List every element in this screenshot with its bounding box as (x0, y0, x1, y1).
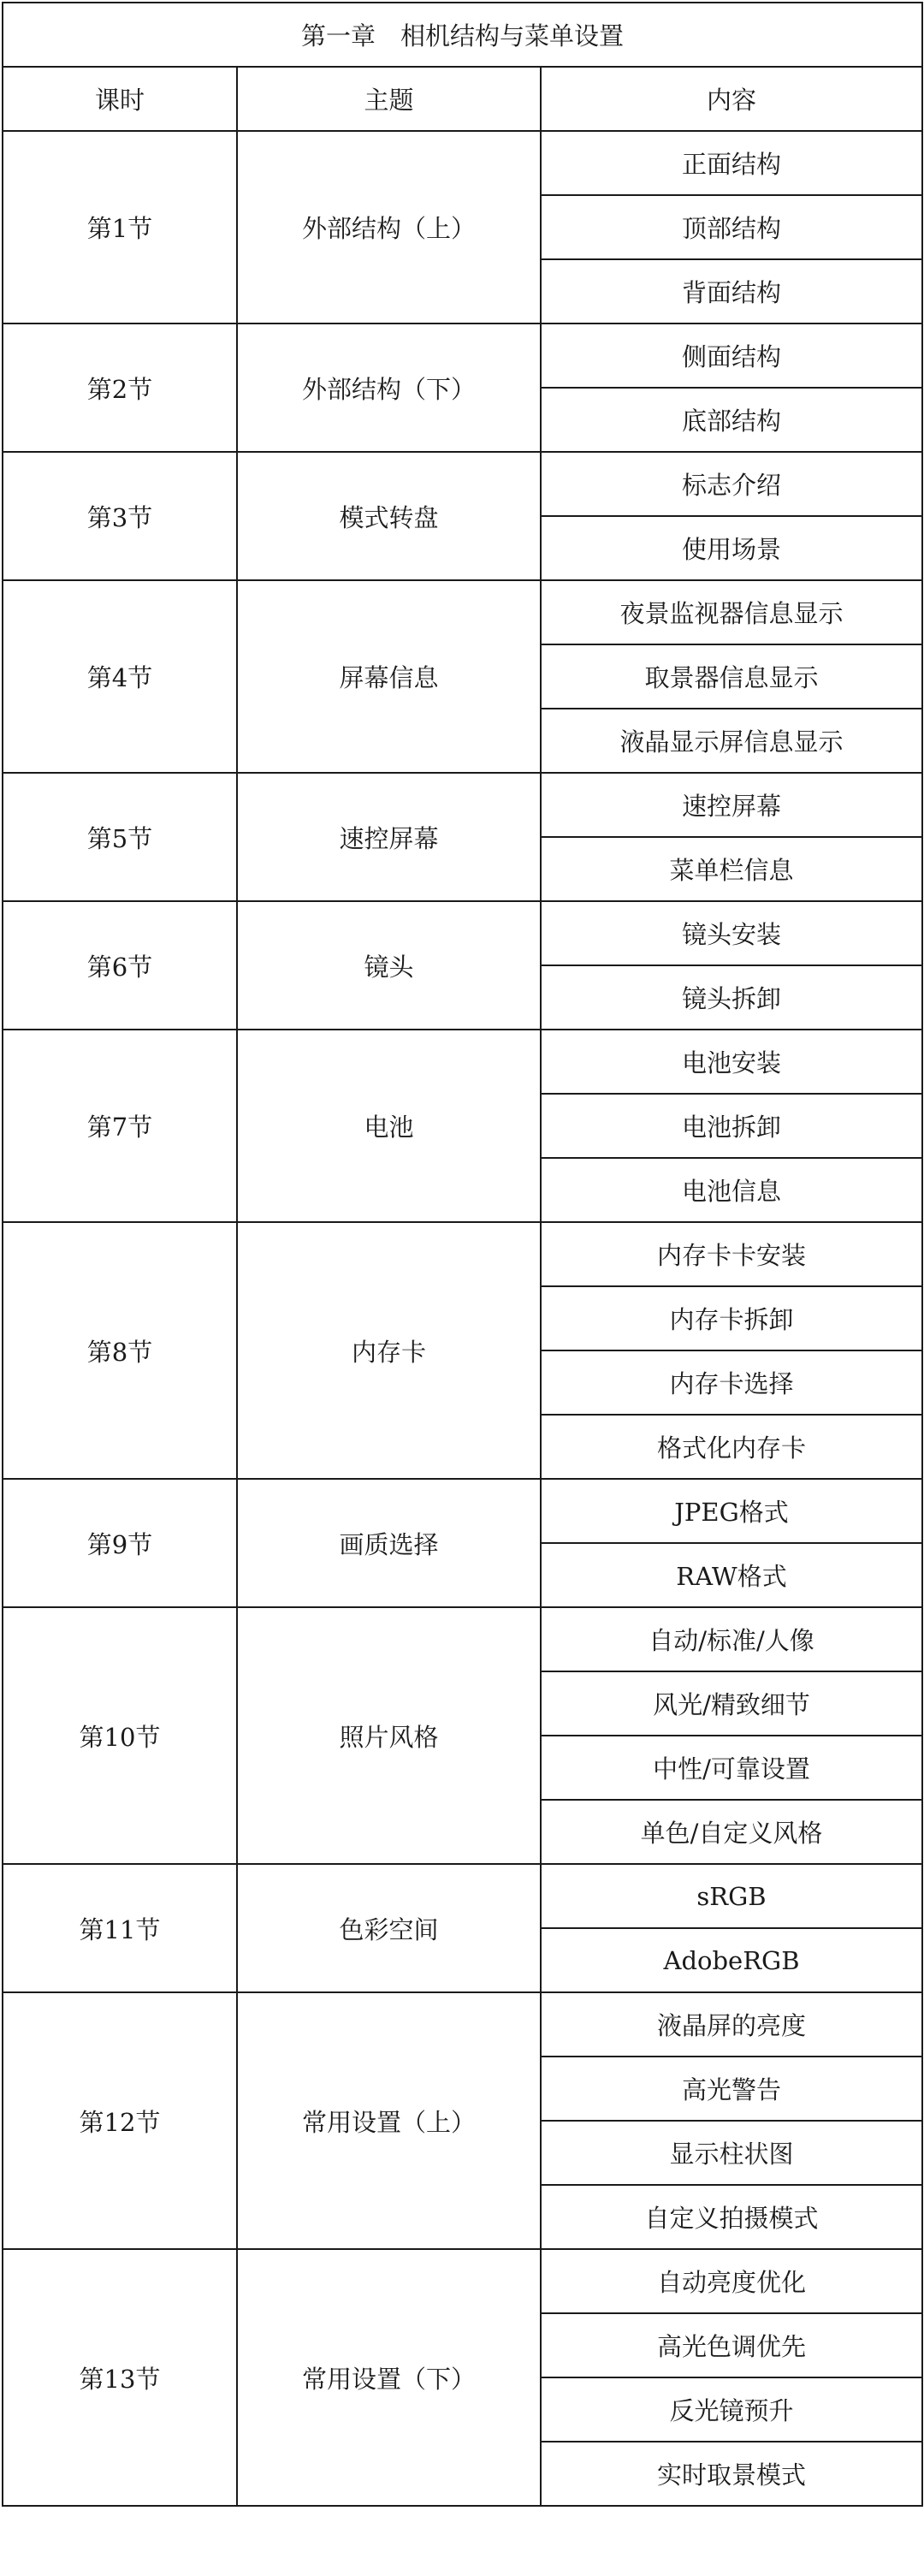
topic-cell: 屏幕信息 (237, 580, 541, 773)
content-cell: 反光镜预升 (541, 2377, 922, 2442)
lesson-cell: 第6节 (3, 901, 237, 1030)
table-row (3, 1222, 922, 1286)
content-cell: 自动/标准/人像 (541, 1607, 922, 1671)
table-row (3, 1992, 922, 2057)
topic-cell: 色彩空间 (237, 1864, 541, 1992)
content-cell: 高光色调优先 (541, 2313, 922, 2377)
lesson-cell: 第5节 (3, 773, 237, 901)
topic-cell: 模式转盘 (237, 452, 541, 580)
content-cell: 格式化内存卡 (541, 1415, 922, 1479)
lesson-cell: 第9节 (3, 1479, 237, 1607)
content-cell: 取景器信息显示 (541, 644, 922, 709)
content-cell: sRGB (541, 1864, 922, 1928)
topic-cell: 照片风格 (237, 1607, 541, 1864)
table-row (3, 1864, 922, 1928)
content-cell: 使用场景 (541, 516, 922, 580)
table-row (3, 773, 922, 837)
content-cell: 内存卡选择 (541, 1350, 922, 1415)
lesson-cell: 第7节 (3, 1030, 237, 1222)
topic-cell: 外部结构（下） (237, 323, 541, 452)
content-cell: 正面结构 (541, 131, 922, 195)
lesson-cell: 第8节 (3, 1222, 237, 1479)
content-cell: 底部结构 (541, 388, 922, 452)
content-cell: 显示柱状图 (541, 2121, 922, 2185)
table-row (3, 1030, 922, 1094)
lesson-cell: 第2节 (3, 323, 237, 452)
table-row (3, 452, 922, 516)
header-content: 内容 (541, 67, 922, 131)
content-cell: JPEG格式 (541, 1479, 922, 1543)
lesson-cell: 第11节 (3, 1864, 237, 1992)
lesson-cell: 第12节 (3, 1992, 237, 2249)
table-row (3, 323, 922, 388)
content-cell: 菜单栏信息 (541, 837, 922, 901)
content-cell: 侧面结构 (541, 323, 922, 388)
content-cell: 镜头安装 (541, 901, 922, 965)
table-row (3, 2249, 922, 2313)
syllabus-table (2, 2, 923, 2507)
table-row (3, 1607, 922, 1671)
header-row (3, 67, 922, 131)
topic-cell: 镜头 (237, 901, 541, 1030)
content-cell: 内存卡拆卸 (541, 1286, 922, 1350)
content-cell: 电池拆卸 (541, 1094, 922, 1158)
content-cell: RAW格式 (541, 1543, 922, 1607)
content-cell: 顶部结构 (541, 195, 922, 259)
table-row (3, 901, 922, 965)
lesson-cell: 第4节 (3, 580, 237, 773)
table-row (3, 131, 922, 195)
content-cell: 自定义拍摄模式 (541, 2185, 922, 2249)
content-cell: 夜景监视器信息显示 (541, 580, 922, 644)
chapter-title: 第一章 相机结构与菜单设置 (3, 3, 922, 67)
content-cell: 实时取景模式 (541, 2442, 922, 2506)
title-row (3, 3, 922, 67)
topic-cell: 常用设置（下） (237, 2249, 541, 2506)
content-cell: 镜头拆卸 (541, 965, 922, 1030)
table-row (3, 1479, 922, 1543)
content-cell: AdobeRGB (541, 1928, 922, 1992)
content-cell: 电池安装 (541, 1030, 922, 1094)
topic-cell: 内存卡 (237, 1222, 541, 1479)
content-cell: 风光/精致细节 (541, 1671, 922, 1736)
content-cell: 单色/自定义风格 (541, 1800, 922, 1864)
content-cell: 高光警告 (541, 2057, 922, 2121)
lesson-cell: 第1节 (3, 131, 237, 323)
document-page (0, 2, 924, 2576)
content-cell: 液晶显示屏信息显示 (541, 709, 922, 773)
content-cell: 背面结构 (541, 259, 922, 323)
lesson-cell: 第13节 (3, 2249, 237, 2506)
topic-cell: 外部结构（上） (237, 131, 541, 323)
content-cell: 速控屏幕 (541, 773, 922, 837)
header-lesson: 课时 (3, 67, 237, 131)
content-cell: 标志介绍 (541, 452, 922, 516)
content-cell: 电池信息 (541, 1158, 922, 1222)
header-topic: 主题 (237, 67, 541, 131)
topic-cell: 画质选择 (237, 1479, 541, 1607)
lesson-cell: 第10节 (3, 1607, 237, 1864)
topic-cell: 常用设置（上） (237, 1992, 541, 2249)
table-row (3, 580, 922, 644)
content-cell: 液晶屏的亮度 (541, 1992, 922, 2057)
content-cell: 自动亮度优化 (541, 2249, 922, 2313)
content-cell: 内存卡卡安装 (541, 1222, 922, 1286)
lesson-cell: 第3节 (3, 452, 237, 580)
topic-cell: 速控屏幕 (237, 773, 541, 901)
topic-cell: 电池 (237, 1030, 541, 1222)
content-cell: 中性/可靠设置 (541, 1736, 922, 1800)
